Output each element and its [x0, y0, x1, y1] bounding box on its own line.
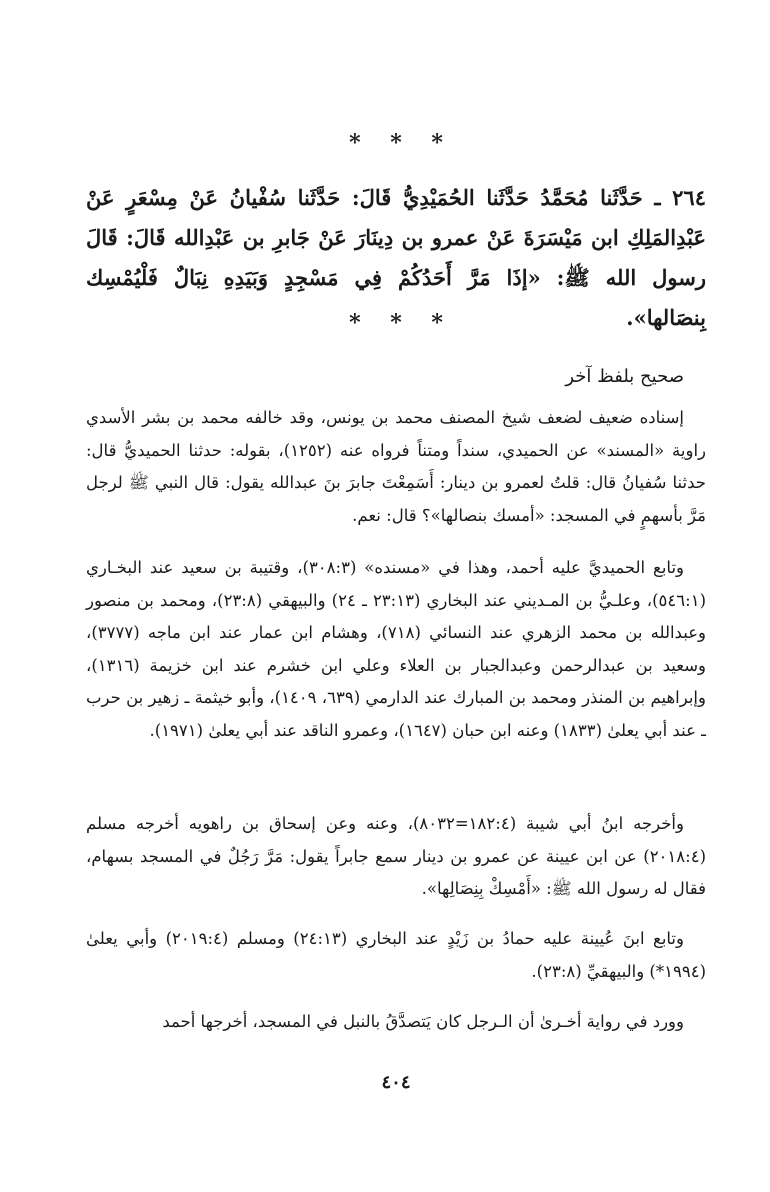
commentary-paragraph-5: وورد في رواية أخـرىٰ أن الـرجل كان يَتصدَّقُ بالنبل في المسجد، أخرجها أحمد	[162, 1012, 684, 1031]
commentary-paragraph-2: وتابع الحميديَّ عليه أحمد، وهذا في «مسنده» (٣٠٨:٣)، وقتيبة بن سعيد عند البخـاري (٥٤٦:١)، وعلـيُّ بن المـديني عند البخاري (٢٣:١٣ ـ ٢٤) والبيهقي (٢٣:٨)، ومحمد بن منصور وعبدالله بن محمد الزهري عند النسائي (٧١٨)، وهشام ابن عمار عند ابن ماجه (٣٧٧٧)، وسعيد بن عبدالرحمن وعبدالجبار بن العلاء وعلي ابن خشرم عند ابن خزيمة (١٣١٦)، وإبراهيم بن المنذر ومحمد بن المبارك عند الدارمي (٦٣٩، ١٤٠٩)، وأبو خيثمة ـ زهير بن حرب ـ عند أبي يعلىٰ (١٨٣٣) وعنه ابن حبان (١٦٤٧)، وعمرو الناقد عند أبي يعلىٰ (١٩٧١).	[86, 558, 707, 740]
page-number: ٤٠٤	[381, 1072, 411, 1093]
commentary-paragraph-1: إسناده ضعيف لضعف شيخ المصنف محمد بن يونس، وقد خالفه محمد بن بشر الأسدي راوية «المسند» عن الحميدي، سنداً ومتناً فرواه عنه (١٢٥٢)، بقوله: حدثنا الحميديُّ قال: حدثنا سُفيانُ قال: قلتُ لعمرو بن دينار: أَسَمِعْتَ جابرَ بنَ عبدالله يقول: قال النبي ﷺ لرجل مَرَّ بأسهمٍ في المسجد: «أمسك بنصالها»؟ قال: نعم.	[86, 408, 707, 525]
commentary-paragraph-4: وتابع ابنَ عُيينة عليه حمادُ بن زَيْدٍ عند البخاري (٢٤:١٣) ومسلم (٢٠١٩:٤) وأبي يعلىٰ (١٩٩٤*) والبيهقيِّ (٢٣:٨).	[86, 929, 706, 981]
section-separator-middle: * * *	[349, 310, 443, 336]
hadith-grade: صحيح بلفظ آخر	[565, 366, 684, 387]
section-separator-top: * * *	[349, 130, 443, 156]
book-page	[86, 0, 706, 1192]
commentary-paragraph-3: وأخرجه ابنُ أبي شيبة (١٨٢:٤=٨٠٣٢)، وعنه وعن إسحاق بن راهويه أخرجه مسلم (٢٠١٨:٤) عن ابن عيينة عن عمرو بن دينار سمع جابراً يقول: مَرَّ رَجُلٌ في المسجد بسهام، فقال له رسول الله ﷺ: «أَمْسِكْ بِنِصَالِها».	[86, 814, 706, 898]
hadith-text: ٢٦٤ ـ حَدَّثَنا مُحَمَّدُ حَدَّثَنا الحُمَيْدِيُّ قَالَ: حَدَّثَنا سُفْيانُ عَنْ مِسْعَرٍ عَنْ عَبْدِالمَلِكِ ابن مَيْسَرَةَ عَنْ عمرو بن دِينَارَ عَنْ جَابرِ بن عَبْدِالله قَالَ: قَالَ رسول الله ﷺ: «إذَا مَرَّ أَحَدُكُمْ فِي مَسْجِدٍ وَبَيَدِهِ نِبَالٌ فَلْيُمْسِك بِنصَالها».	[86, 185, 706, 330]
